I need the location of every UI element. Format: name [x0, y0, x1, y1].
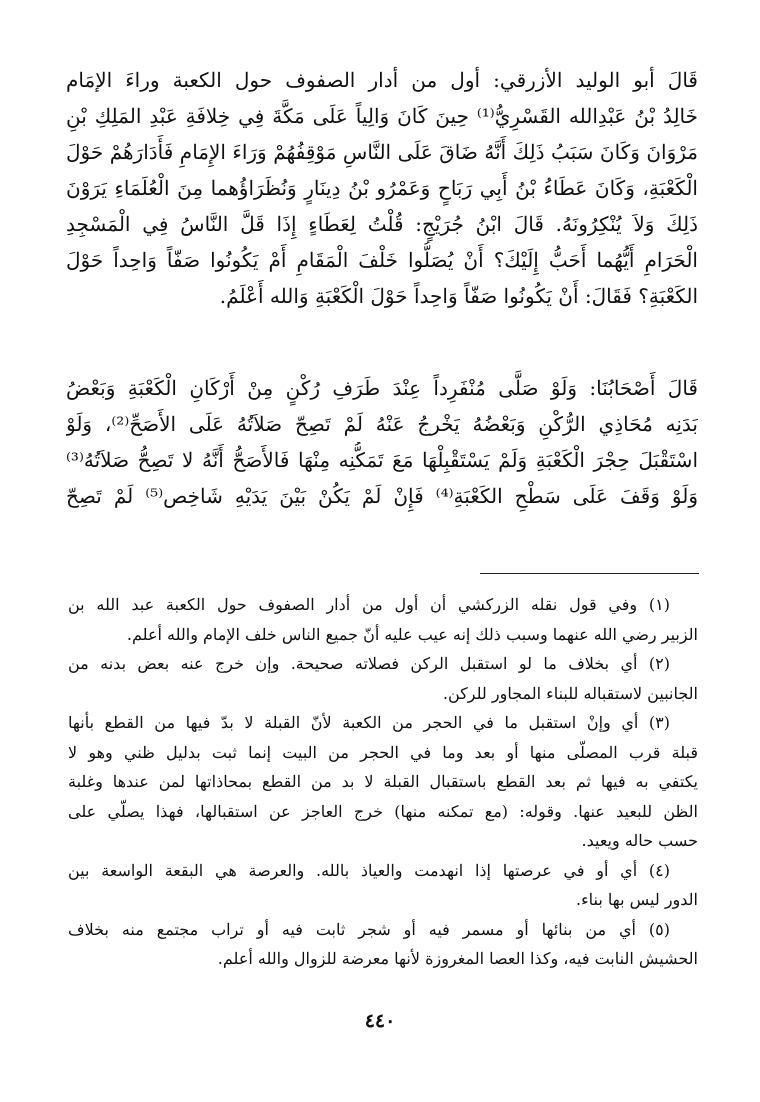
footnote-number: (٣)	[648, 713, 670, 732]
main-paragraph-1	[66, 62, 698, 314]
footnote-3-line: الظن للبعيد عنها. وقوله: (مع تمكنه منها) خرج العاجز عن استقبالها، فهذا يصلّي على	[68, 801, 698, 821]
footnote-text: وفي قول نقله الزركشي أن أول من أدار الصفوف حول الكعبة عبد الله بن	[68, 595, 638, 614]
footnote-number: (١)	[648, 595, 670, 614]
footnote-text: أي من بنائها أو مسمر فيه أو شجر ثابت فيه أو تراب مجتمع منه بخلاف	[68, 919, 636, 939]
page-number: ٤٤٠	[364, 1010, 396, 1032]
footnote-3-line: يكتفي به فيها ثم بعد القطع باستقبال القبلة لا بد من القطع بمحاذاتها لمن عندها وغلبة	[68, 772, 698, 791]
footnote-3-line: قبلة قرب المصلّى منها أو بعد وما في الحجر من البيت إنما ثبت بدليل ظني وهو لا	[68, 742, 698, 762]
footnote-1-line	[68, 590, 698, 620]
text-line: مَرْوَانَ وَكَانَ سَبَبُ ذَلِكَ أَنَّهُ ضَاقَ عَلَى النَّاسِ مَوْقِفُهُمْ وَرَاءَ الإِمَامِ فَأَدَارَهُمْ حَوْلَ	[66, 140, 698, 164]
footnote-text: أي أو في عرصتها إذا انهدمت والعياذ بالله. والعرصة هي البقعة الواسعة بين	[68, 860, 638, 880]
footnote-1-line: الزبير رضي الله عنهما وسبب ذلك إنه عيب عليه أنّ جميع الناس خلف الإمام والله أعلم.	[126, 624, 698, 644]
footnote-text: أي بخلاف ما لو استقبل الركن فصلاته صحيحة. وإن خرج عنه بعض بدنه من	[68, 654, 638, 673]
footnote-number: (٤)	[648, 860, 670, 880]
footnotes	[68, 590, 698, 974]
footnote-5-line	[68, 915, 698, 945]
text-line: بَدَنِه مُحَاذِي الرُّكْنِ وَبَعْضُهُ يَخْرجُ عَنْهُ لَمْ تَصِحّ صَلاَتُهُ عَلَى الأَصَحِّ⁽²⁾، وَلَوْ	[66, 412, 698, 436]
text-line: ذَلِكَ وَلاَ يُنْكِرُونَهُ. قَالَ ابْنُ جُرَيْجٍ: قُلْتُ لِعَطَاءٍ إِذَا قَلَّ النَّاسُ فِي الْمَسْجِدِ	[66, 212, 698, 236]
footnote-4-line	[68, 856, 698, 886]
text-line: الْكَعْبَةِ، وَكَانَ عَطَاءُ بْنُ أَبِي رَبَاحٍ وَعَمْرُو بْنُ دِينَارٍ وَنُظَرَاؤُهما مِنَ الْعُلَمَاءِ يَرَوْنَ	[66, 176, 698, 200]
text-line: اسْتَقْبَلَ حِجْرَ الْكَعْبَةِ وَلَمْ يَسْتَقْبِلْهَا مَعَ تَمَكُّنِه مِنْهَا فَالأَصَحُّ أَنَّهُ لا تَصِحُّ صَلاَتُهُ⁽³⁾	[66, 448, 698, 472]
text-line: الْحَرَامِ أَيُّهُما أَحَبُّ إِلَيْكَ؟ أَنْ يُصَلُّوا خَلْفَ الْمَقَامِ أَمْ يَكُونُوا صَفّاً وَاحِداً حَوْلَ	[66, 248, 698, 272]
text-line: قَالَ أبو الوليد الأزرقي: أول من أدار الصفوف حول الكعبة وراءَ الإمَام	[66, 68, 698, 92]
footnote-number: (٥)	[648, 919, 670, 939]
text-line: قَالَ أَصْحَابُنَا: وَلَوْ صَلَّى مُنْفَرِداً عِنْدَ طَرَفِ رُكْنٍ مِنْ أَرْكَانِ الْكَعْبَةِ وَبَعْضُ	[66, 376, 698, 400]
footnote-2-line: الجانبين لاستقباله للبناء المجاور للركن.	[442, 683, 698, 703]
text-line: خَالِدُ بْنُ عَبْدِالله القَسْرِيُّ⁽¹⁾ حِينَ كَانَ وَالِياً عَلَى مَكَّةَ فِي خِلافَةِ عَبْدِ المَلِكِ بْنِ	[66, 104, 698, 128]
footnote-divider	[480, 573, 699, 574]
footnote-number: (٢)	[648, 654, 670, 673]
text-line: وَلَوْ وَقَفَ عَلَى سَطْحِ الكَعْبَةِ⁽⁴⁾ فَإِنْ لَمْ يَكُنْ بَيْنَ يَدَيْهِ شَاخِص⁽⁵⁾ لَمْ تَصِحّ	[66, 484, 698, 508]
footnote-3-line: حسب حاله ويعيد.	[581, 831, 698, 850]
footnote-2-line	[68, 649, 698, 679]
main-paragraph-2	[66, 370, 698, 514]
text-line: الكَعْبَةِ؟ فَقَالَ: أَنْ يَكُونُوا صَفّاً وَاحِداً حَوْلَ الْكَعْبَةِ وَالله أَعْلَمُ.	[219, 284, 698, 308]
footnote-4-line: الدور ليس بها بناء.	[576, 890, 698, 909]
footnote-text: أي وإنْ استقبل ما في الحجر من الكعبة لأنّ القبلة لا بدّ فيها من القطع بأنها	[68, 713, 639, 732]
footnote-5-line: الحشيش النابت فيه، وكذا العصا المغروزة لأنها معرضة للزوال والله أعلم.	[217, 949, 698, 968]
footnote-3-line	[68, 708, 698, 738]
